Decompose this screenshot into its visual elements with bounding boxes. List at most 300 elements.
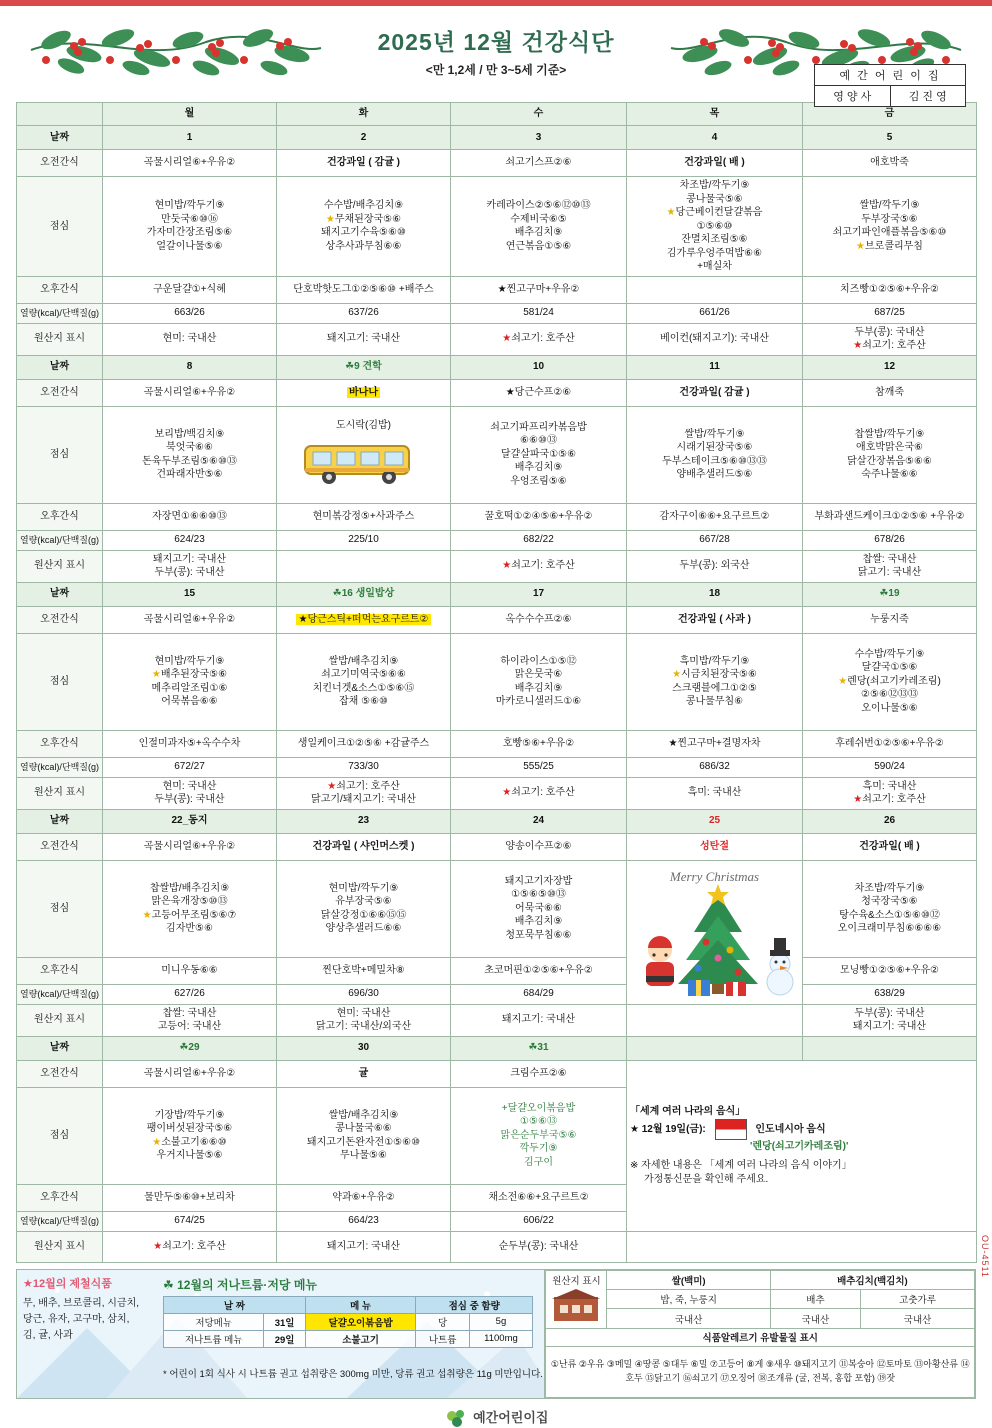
menu-line: 차조밥/깍두기⑨ <box>630 179 799 193</box>
row-label-pm-snack: 오후간식 <box>17 1184 103 1211</box>
pm-snack-cell: 부화과샌드케이크①②⑤⑥ +우유② <box>803 503 977 530</box>
date-cell: 24 <box>451 809 627 833</box>
menu-line: 수수밥/배추김치⑨ <box>280 199 447 213</box>
pm-snack-row-week2 <box>17 503 977 530</box>
menu-line: ★브로콜리무침 <box>806 240 973 254</box>
menu-line: 애호박맑은국⑥ <box>806 441 973 455</box>
origin-cell <box>803 1004 977 1036</box>
menu-line: 맑은순두부국⑤⑥ <box>454 1129 623 1143</box>
lunch-cell <box>277 860 451 957</box>
pm-snack-cell: 단호박핫도그①②⑤⑥⑩ +배주스 <box>277 276 451 303</box>
menu-table <box>16 102 977 1263</box>
lowsalt-value: 5g <box>469 1313 532 1330</box>
row-label-kcal: 열량(kcal)/단백질(g) <box>17 1211 103 1231</box>
origin-cell <box>627 323 803 355</box>
menu-line: ★당근베이컨달걀볶음 <box>630 206 799 220</box>
weekday-tue: 화 <box>277 103 451 126</box>
date-cell: 11 <box>627 355 803 379</box>
row-label-lunch: 점심 <box>17 633 103 730</box>
menu-line: ★시금치된장국⑤⑥ <box>630 668 799 682</box>
row-label-kcal: 열량(kcal)/단백질(g) <box>17 757 103 777</box>
origin-line: 두부(콩): 국내산 <box>106 566 273 580</box>
menu-line: 카레라이스②⑤⑥⑫⑩⑬ <box>454 199 623 213</box>
origin-cell <box>803 777 977 809</box>
kcal-cell: 664/23 <box>277 1211 451 1231</box>
pm-snack-cell: 꿀호떡①②④⑤⑥+우유② <box>451 503 627 530</box>
kcal-cell: 225/10 <box>277 530 451 550</box>
lunch-cell <box>627 406 803 503</box>
kcal-cell: 687/25 <box>803 303 977 323</box>
am-snack-row-week3 <box>17 606 977 633</box>
date-row-week5 <box>17 1036 977 1060</box>
date-cell: 1 <box>103 126 277 150</box>
row-label-am-snack: 오전간식 <box>17 1060 103 1087</box>
lunch-row-week3 <box>17 633 977 730</box>
menu-line: 콩나물국⑤⑥ <box>630 193 799 207</box>
date-cell: 23 <box>277 809 451 833</box>
center-logo-icon <box>444 1408 470 1428</box>
origin-line: 흑미: 국내산 <box>806 780 973 794</box>
lunch-cell <box>103 860 277 957</box>
origin-cell <box>103 550 277 582</box>
pm-snack-row-week4 <box>17 957 977 984</box>
date-cell: 4 <box>627 126 803 150</box>
am-snack-cell: 옥수수수프②⑥ <box>451 606 627 633</box>
am-snack-cell: 건강과일 ( 샤인머스켓 ) <box>277 833 451 860</box>
menu-line: 돼지고기자장밥 <box>454 875 623 889</box>
menu-line: 깍두기⑨ <box>454 1142 623 1156</box>
school-bus-icon <box>299 434 429 486</box>
row-label-kcal: 열량(kcal)/단백질(g) <box>17 530 103 550</box>
origin-val-rice: 국내산 <box>607 1309 770 1328</box>
origin-line: 돼지고기: 국내산 <box>280 1240 447 1254</box>
pm-snack-cell: 후레쉬번①②⑤⑥+우유② <box>803 730 977 757</box>
menu-line: 시래기된장국⑤⑥ <box>630 441 799 455</box>
origin-cell <box>277 1231 451 1262</box>
origin-line: 베이컨(돼지고기): 국내산 <box>630 332 799 346</box>
kcal-cell: 663/26 <box>103 303 277 323</box>
menu-line: 오이나물⑤⑥ <box>806 702 973 716</box>
date-cell: 26 <box>803 809 977 833</box>
lowsalt-date: 31일 <box>264 1313 305 1330</box>
pm-snack-cell <box>627 276 803 303</box>
am-snack-row-week2 <box>17 379 977 406</box>
date-cell: 18 <box>627 582 803 606</box>
menu-line: 돼지고기수육⑤⑥⑩ <box>280 226 447 240</box>
lunch-cell <box>627 633 803 730</box>
origin-line: 현미: 국내산 <box>106 332 273 346</box>
menu-line: 건파래자반⑤⑥ <box>106 468 273 482</box>
footer <box>16 1407 976 1428</box>
menu-line: 닭살간장볶음⑤⑥⑥ <box>806 455 973 469</box>
menu-line: 콩나물무침⑥ <box>630 695 799 709</box>
seasonal-food-items: 무, 배추, 브로콜리, 시금치, 당근, 유자, 고구마, 삼치, 김, 귤, 사과 <box>23 1296 143 1344</box>
pm-snack-cell: ★찐고구마+결명자차 <box>627 730 803 757</box>
lunch-cell <box>277 633 451 730</box>
menu-line: 수수밥/깍두기⑨ <box>806 648 973 662</box>
am-snack-row-week4 <box>17 833 977 860</box>
am-snack-cell <box>277 606 451 633</box>
pm-snack-cell: 현미볶강정⑤+사과주스 <box>277 503 451 530</box>
row-label-lunch: 점심 <box>17 860 103 957</box>
menu-line: 콩나물국⑥⑥ <box>280 1122 447 1136</box>
origin-cell <box>103 777 277 809</box>
low-sodium-footnote: * 어린이 1회 식사 시 나트륨 권고 섭취량은 300mg 미만, 당류 권고 섭취량은 11g 미만입니다. <box>163 1366 543 1380</box>
am-snack-row-week1 <box>17 150 977 177</box>
page-header <box>16 6 976 102</box>
am-snack-cell: 건강과일 ( 감귤 ) <box>277 150 451 177</box>
menu-line: 상추사과무침⑥⑥ <box>280 240 447 254</box>
origin-cell <box>451 777 627 809</box>
menu-line: ①⑤⑥⑬ <box>454 1115 623 1129</box>
kcal-cell: 682/22 <box>451 530 627 550</box>
menu-line: 팽이버섯된장국⑤⑥ <box>106 1122 273 1136</box>
pm-snack-row-week1 <box>17 276 977 303</box>
row-label-date: 날짜 <box>17 355 103 379</box>
menu-line: 어묵볶음⑥⑥ <box>106 695 273 709</box>
origin-line: 찹쌀: 국내산 <box>106 1007 273 1021</box>
pm-snack-cell: 감자구이⑥⑥+요구르트② <box>627 503 803 530</box>
origin-label: 원산지 표시 <box>548 1273 604 1287</box>
date-row-week2 <box>17 355 977 379</box>
pm-snack-cell: 물만두⑤⑥⑩+보리차 <box>103 1184 277 1211</box>
kcal-cell: 678/26 <box>803 530 977 550</box>
origin-col-pepper: 고춧가루 <box>861 1289 975 1308</box>
note-title: 「세계 여러 나라의 음식」 <box>630 1105 973 1119</box>
lunch-cell <box>627 177 803 277</box>
origin-cell <box>451 1004 627 1036</box>
menu-line: 배추김치⑨ <box>454 682 623 696</box>
note-line1 <box>630 1119 973 1140</box>
pm-snack-cell: 인절미과자⑤+옥수수차 <box>103 730 277 757</box>
kcal-cell: 590/24 <box>803 757 977 777</box>
world-food-note <box>627 1060 977 1231</box>
menu-line: +매실차 <box>630 260 799 274</box>
menu-line: 어묵국⑥⑥ <box>454 902 623 916</box>
date-cell: ☘16 생일밥상 <box>277 582 451 606</box>
date-cell-empty <box>627 1036 803 1060</box>
origin-row-week5 <box>17 1231 977 1262</box>
menu-line: 무나물⑤⑥ <box>280 1149 447 1163</box>
row-label-origin: 원산지 표시 <box>17 550 103 582</box>
menu-line: 쌀밥/배추김치⑨ <box>280 1109 447 1123</box>
center-info-box <box>814 64 966 107</box>
row-label-am-snack: 오전간식 <box>17 833 103 860</box>
lowsalt-value: 1100mg <box>469 1330 532 1347</box>
kcal-cell: 686/32 <box>627 757 803 777</box>
origin-line: ★쇠고기: 호주산 <box>806 793 973 807</box>
kcal-cell: 627/26 <box>103 984 277 1004</box>
menu-line: 숙주나물⑥⑥ <box>806 468 973 482</box>
weekday-mon: 월 <box>103 103 277 126</box>
lunch-cell <box>803 860 977 957</box>
menu-line: 김자반⑤⑥ <box>106 922 273 936</box>
am-snack-cell: 양송이수프②⑥ <box>451 833 627 860</box>
origin-line: 두부(콩): 국내산 <box>806 1007 973 1021</box>
menu-line: 배추김치⑨ <box>454 226 623 240</box>
lunch-row-week2 <box>17 406 977 503</box>
am-snack-cell: 건강과일( 배 ) <box>627 150 803 177</box>
menu-line: ★무채된장국⑤⑥ <box>280 213 447 227</box>
page-root <box>0 6 992 1428</box>
menu-line: 치킨너겟&소스①⑤⑥⑮ <box>280 682 447 696</box>
weekday-thu: 목 <box>627 103 803 126</box>
menu-line: 김가루우엉주먹밥⑥⑥ <box>630 247 799 261</box>
kcal-cell: 696/30 <box>277 984 451 1004</box>
menu-line: ②⑤⑥⑫⑬⑬ <box>806 688 973 702</box>
lowsalt-header-amount: 점심 중 함량 <box>416 1296 533 1313</box>
kcal-cell: 672/27 <box>103 757 277 777</box>
kcal-row-week2 <box>17 530 977 550</box>
lunch-cell <box>451 406 627 503</box>
menu-line: 연근볶음①⑤⑥ <box>454 240 623 254</box>
origin-allergy-table <box>545 1270 975 1398</box>
corner-cell <box>17 103 103 126</box>
lowsalt-label: 나트륨 <box>416 1330 470 1347</box>
menu-line: 오이크래미무침⑥⑥⑥⑥ <box>806 922 973 936</box>
am-snack-cell: 귤 <box>277 1060 451 1087</box>
origin-line: 돼지고기: 국내산 <box>454 1013 623 1027</box>
menu-line: 쌀밥/깍두기⑨ <box>630 428 799 442</box>
picnic-label: 도시락(김밥) <box>280 419 447 433</box>
am-snack-cell: 곡물시리얼⑥+우유② <box>103 150 277 177</box>
christmas-illustration-cell <box>627 860 803 1004</box>
lunch-cell <box>803 406 977 503</box>
note-country: 인도네시아 음식 <box>755 1124 825 1135</box>
side-code-text: OU-4511 <box>980 1235 990 1278</box>
menu-line: ★배추된장국⑤⑥ <box>106 668 273 682</box>
menu-line: 흑미밥/깍두기⑨ <box>630 655 799 669</box>
menu-line: 마카로니샐러드①⑥ <box>454 695 623 709</box>
menu-line: 쇠고기파인애플볶음⑤⑥⑩ <box>806 226 973 240</box>
kcal-cell: 733/30 <box>277 757 451 777</box>
origin-line: ★쇠고기: 호주산 <box>806 339 973 353</box>
date-cell: 10 <box>451 355 627 379</box>
note-date: ★ 12월 19일(금): <box>630 1124 706 1135</box>
menu-line: 찹쌀밥/배추김치⑨ <box>106 882 273 896</box>
origin-line: 현미: 국내산 <box>280 1007 447 1021</box>
origin-cell <box>103 1231 277 1262</box>
origin-line: 돼지고기: 국내산 <box>280 332 447 346</box>
allergy-title: 식품알레르기 유발물질 표시 <box>546 1328 975 1346</box>
menu-line: 만둣국⑥⑩⑯ <box>106 213 273 227</box>
row-label-pm-snack: 오후간식 <box>17 730 103 757</box>
row-label-pm-snack: 오후간식 <box>17 957 103 984</box>
menu-line: 수제비국⑥⑤ <box>454 213 623 227</box>
seasonal-food-block <box>23 1276 143 1345</box>
am-snack-cell: 크림수프②⑥ <box>451 1060 627 1087</box>
am-snack-cell: 곡물시리얼⑥+우유② <box>103 606 277 633</box>
row-label-am-snack: 오전간식 <box>17 150 103 177</box>
row-label-date: 날짜 <box>17 126 103 150</box>
am-snack-cell: 곡물시리얼⑥+우유② <box>103 1060 277 1087</box>
origin-col-rice: 밥, 죽, 누룽지 <box>607 1289 770 1308</box>
weekday-fri: 금 <box>803 103 977 126</box>
menu-line: 하이라이스①⑤⑫ <box>454 655 623 669</box>
kcal-cell: 684/29 <box>451 984 627 1004</box>
date-cell: ☘29 <box>103 1036 277 1060</box>
origin-line: ★쇠고기: 호주산 <box>454 559 623 573</box>
origin-col-cabbage: 배추 <box>770 1289 860 1308</box>
lowsalt-date: 29일 <box>264 1330 305 1347</box>
lunch-row-week1 <box>17 177 977 277</box>
row-label-am-snack: 오전간식 <box>17 379 103 406</box>
row-label-origin: 원산지 표시 <box>17 777 103 809</box>
kcal-cell: 638/29 <box>803 984 977 1004</box>
menu-line: 두부장국⑤⑥ <box>806 213 973 227</box>
origin-label-cell <box>546 1270 607 1328</box>
menu-line: 달걀국①⑤⑥ <box>806 661 973 675</box>
origin-line: ★쇠고기: 호주산 <box>280 780 447 794</box>
kcal-cell: 624/23 <box>103 530 277 550</box>
am-snack-cell: 참깨죽 <box>803 379 977 406</box>
kcal-cell: 555/25 <box>451 757 627 777</box>
origin-group-rice: 쌀(백미) <box>607 1270 770 1289</box>
pm-snack-cell: ★찐고구마+우유② <box>451 276 627 303</box>
lowsalt-menu: 달걀오이볶음밥 <box>305 1313 416 1330</box>
kcal-cell: 667/28 <box>627 530 803 550</box>
kcal-row-week1 <box>17 303 977 323</box>
indonesia-flag-icon <box>715 1119 747 1140</box>
date-cell: 2 <box>277 126 451 150</box>
menu-line: ★소불고기⑥⑥⑩ <box>106 1136 273 1150</box>
center-name: 예 간 어 린 이 집 <box>815 65 965 86</box>
origin-cell <box>103 1004 277 1036</box>
menu-line: 가자미간장조림⑤⑥ <box>106 226 273 240</box>
date-cell: 8 <box>103 355 277 379</box>
date-row-week1 <box>17 126 977 150</box>
row-label-am-snack: 오전간식 <box>17 606 103 633</box>
menu-line: 돼지고기돈완자전①⑤⑥⑩ <box>280 1136 447 1150</box>
row-label-lunch: 점심 <box>17 177 103 277</box>
origin-cell <box>277 550 451 582</box>
weekday-wed: 수 <box>451 103 627 126</box>
row-label-kcal: 열량(kcal)/단백질(g) <box>17 303 103 323</box>
christmas-tree-icon <box>630 880 806 1000</box>
origin-line: 닭고기/돼지고기: 국내산 <box>280 793 447 807</box>
row-label-origin: 원산지 표시 <box>17 1004 103 1036</box>
kcal-row-week3 <box>17 757 977 777</box>
holly-garland-left-icon <box>26 20 326 82</box>
date-cell: 15 <box>103 582 277 606</box>
origin-cell-empty <box>627 1231 977 1262</box>
row-label-origin: 원산지 표시 <box>17 1231 103 1262</box>
origin-group-kimchi: 배추김치(백김치) <box>770 1270 974 1289</box>
menu-line: ⑥⑥⑩⑬ <box>454 434 623 448</box>
row-label-lunch: 점심 <box>17 406 103 503</box>
menu-line: 돈육두부조림⑤⑥⑩⑬ <box>106 455 273 469</box>
origin-line: 두부(콩): 국내산 <box>106 793 273 807</box>
date-cell: ☘19 <box>803 582 977 606</box>
row-label-pm-snack: 오후간식 <box>17 503 103 530</box>
low-sodium-panel <box>16 1269 545 1399</box>
low-sodium-title: ☘ 12월의 저나트륨·저당 메뉴 <box>163 1276 317 1293</box>
lunch-cell <box>277 177 451 277</box>
menu-line: 쇠고기미역국⑤⑥⑥ <box>280 668 447 682</box>
menu-line: 쌀밥/배추김치⑨ <box>280 655 447 669</box>
date-cell: 3 <box>451 126 627 150</box>
menu-line: 보리밥/백김치⑨ <box>106 428 273 442</box>
origin-line: 현미: 국내산 <box>106 780 273 794</box>
kcal-cell: 637/26 <box>277 303 451 323</box>
menu-line: 기장밥/깍두기⑨ <box>106 1109 273 1123</box>
note-line2: '렌당(쇠고기카레조림)' <box>630 1140 973 1154</box>
lunch-cell-picnic <box>277 406 451 503</box>
lunch-cell <box>103 633 277 730</box>
kcal-row-week4 <box>17 984 977 1004</box>
bottom-panels <box>16 1269 976 1399</box>
menu-line: 맑은육개장⑤⑩⑬ <box>106 895 273 909</box>
lowsalt-header-date: 날 짜 <box>164 1296 306 1313</box>
lunch-row-week4 <box>17 860 977 957</box>
menu-line: 두부스테이크⑤⑥⑩⑬⑬ <box>630 455 799 469</box>
menu-line: 스크램블에그①②⑤ <box>630 682 799 696</box>
row-label-origin: 원산지 표시 <box>17 323 103 355</box>
date-cell-empty <box>803 1036 977 1060</box>
origin-val-pepper: 국내산 <box>861 1309 975 1328</box>
origin-line: 고등어: 국내산 <box>106 1020 273 1034</box>
menu-line: 김구이 <box>454 1156 623 1170</box>
low-sodium-table <box>163 1296 533 1348</box>
pm-snack-cell: 호빵⑤⑥+우유② <box>451 730 627 757</box>
nutritionist-name: 김 진 영 <box>891 86 966 106</box>
menu-line: 닭살강정①⑥⑥⑮⑮ <box>280 909 447 923</box>
menu-line: ①⑤⑥⑤⑩⑬ <box>454 888 623 902</box>
origin-cell <box>803 550 977 582</box>
menu-line: ★고등어무조림⑤⑥⑦ <box>106 909 273 923</box>
menu-line: 메추리알조림①⑥ <box>106 682 273 696</box>
row-label-date: 날짜 <box>17 1036 103 1060</box>
menu-line: 맑은뭇국⑥ <box>454 668 623 682</box>
menu-line: 양상추샐러드⑥⑥ <box>280 922 447 936</box>
origin-cell <box>627 777 803 809</box>
pm-snack-cell: 구운달걀①+식혜 <box>103 276 277 303</box>
lowsalt-label: 당 <box>416 1313 470 1330</box>
lunch-cell <box>803 177 977 277</box>
date-cell: 30 <box>277 1036 451 1060</box>
menu-line: 우엉조림⑤⑥ <box>454 475 623 489</box>
menu-line: 우거지나물⑤⑥ <box>106 1149 273 1163</box>
lowsalt-menu: 소불고기 <box>305 1330 416 1347</box>
note-line3: ※ 자세한 내용은 「세계 여러 나라의 음식 이야기」 <box>630 1159 973 1173</box>
am-snack-cell: 곡물시리얼⑥+우유② <box>103 833 277 860</box>
am-snack-cell: 건강과일( 배 ) <box>803 833 977 860</box>
am-snack-row-week5 <box>17 1060 977 1087</box>
menu-line: 달걀살파국①⑤⑥ <box>454 448 623 462</box>
row-label-lunch: 점심 <box>17 1087 103 1184</box>
pm-snack-cell: 찐단호박+메밀차⑧ <box>277 957 451 984</box>
menu-line: 배추김치⑨ <box>454 915 623 929</box>
menu-line: 차조밥/깍두기⑨ <box>806 882 973 896</box>
pm-snack-cell: 생일케이크①②⑤⑥ +감귤주스 <box>277 730 451 757</box>
page-title: 2025년 12월 건강식단 <box>16 24 976 57</box>
am-snack-cell: 애호박죽 <box>803 150 977 177</box>
menu-line: ★렌당(쇠고기카레조림) <box>806 675 973 689</box>
date-cell: 12 <box>803 355 977 379</box>
menu-line: 청국장국⑤⑥ <box>806 895 973 909</box>
menu-line: 잔멸치조림⑤⑥ <box>630 233 799 247</box>
lunch-cell <box>451 177 627 277</box>
am-snack-cell: 누룽지죽 <box>803 606 977 633</box>
footer-logo-text: 예간어린이집 <box>473 1410 548 1425</box>
origin-line: 돼지고기: 국내산 <box>106 553 273 567</box>
origin-line: 닭고기: 국내산/외국산 <box>280 1020 447 1034</box>
lunch-cell <box>103 1087 277 1184</box>
nutritionist-label: 영 양 사 <box>815 86 891 106</box>
origin-cell-empty <box>627 1004 803 1036</box>
pm-snack-row-week3 <box>17 730 977 757</box>
date-cell: ☘9 견학 <box>277 355 451 379</box>
